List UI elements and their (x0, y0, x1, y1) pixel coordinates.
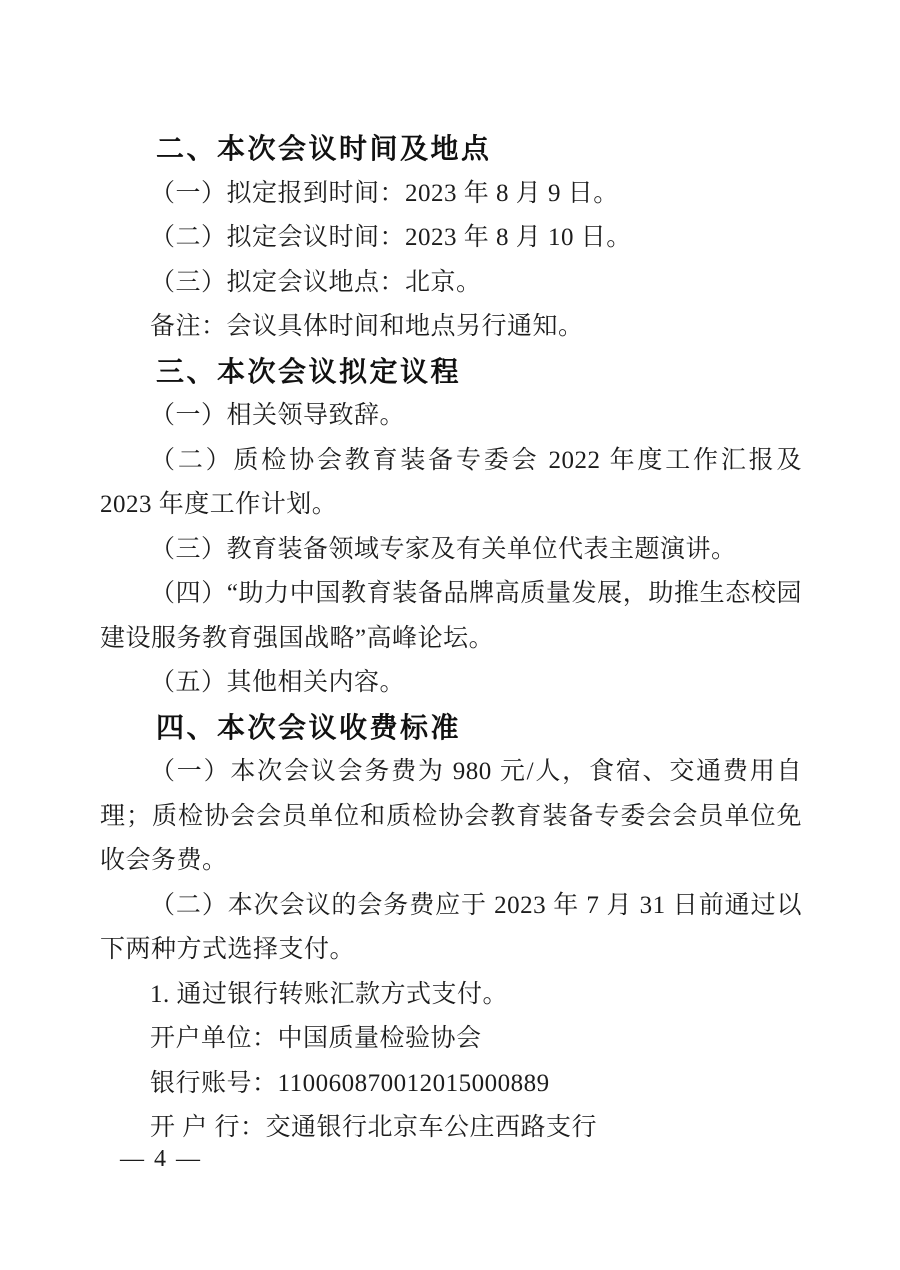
payment-method-1-line: 1. 通过银行转账汇款方式支付。 (150, 980, 509, 1008)
meeting-time-item: （二）拟定会议时间：2023 年 8 月 10 日。 (150, 224, 632, 251)
checkin-time-item: （一）拟定报到时间：2023 年 8 月 9 日。 (150, 179, 619, 207)
agenda-item-3: （三）教育装备领域专家及有关单位代表主题演讲。 (150, 535, 737, 563)
account-name-line: 开户单位：中国质量检验协会 (150, 1025, 482, 1052)
agenda-item-5: （五）其他相关内容。 (150, 669, 406, 696)
heading-time-location: 二、本次会议时间及地点 (156, 133, 492, 164)
account-number-line: 银行账号：110060870012015000889 (150, 1069, 550, 1097)
page-number: — 4 — (120, 1146, 202, 1172)
meeting-location-item: （三）拟定会议地点：北京。 (150, 268, 482, 296)
heading-agenda: 三、本次会议拟定议程 (156, 355, 462, 387)
document-body (100, 127, 802, 1151)
note-line: 备注：会议具体时间和地点另行通知。 (150, 313, 584, 340)
agenda-item-4: （四）“助力中国教育装备品牌高质量发展，助推生态校园建设服务教育强国战略”高峰论坛。 (100, 580, 802, 652)
agenda-item-1: （一）相关领导致辞。 (150, 402, 406, 429)
bank-branch-line: 开 户 行：交通银行北京车公庄西路支行 (150, 1114, 598, 1141)
fee-item-1: （一）本次会议会务费为 980 元/人，食宿、交通费用自理；质检协会会员单位和质检协会教育装备专委会会员单位免收会务费。 (100, 758, 802, 874)
fee-item-2: （二）本次会议的会务费应于 2023 年 7 月 31 日前通过以下两种方式选择支付。 (100, 891, 802, 963)
heading-fees: 四、本次会议收费标准 (156, 711, 462, 743)
agenda-item-2: （二）质检协会教育装备专委会 2022 年度工作汇报及 2023 年度工作计划。 (100, 446, 802, 518)
